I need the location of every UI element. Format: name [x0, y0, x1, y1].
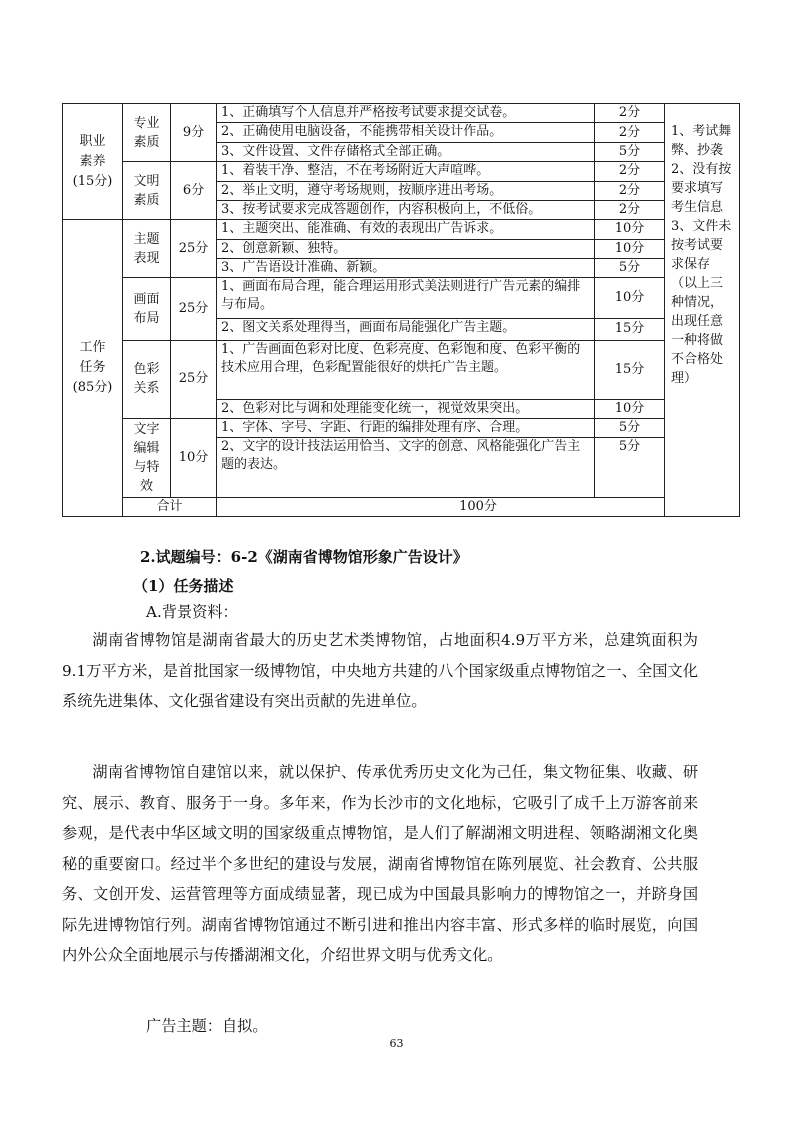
criterion-text: 1、字体、字号、字距、行距的编排处理有序、合理。 [217, 419, 595, 438]
criterion-score: 2分 [595, 123, 665, 142]
ad-theme: 广告主题：自拟。 [146, 1017, 268, 1035]
criterion-score: 5分 [595, 438, 665, 497]
subcategory-name: 画面 布局 [123, 278, 171, 340]
criterion-text: 2、色彩对比与调和处理能变化统一，视觉效果突出。 [217, 399, 595, 418]
background-label: A.背景资料： [146, 603, 238, 621]
section-title: 2.试题编号：6-2《湖南省博物馆形象广告设计》 [140, 548, 468, 566]
subcategory-name: 主题 表现 [123, 220, 171, 278]
subsection-title: （1）任务描述 [133, 577, 234, 595]
paragraph-history: 湖南省博物馆自建馆以来，就以保护、传承优秀历史文化为己任，集文物征集、收藏、研究、展示、教育、服务于一身。多年来，作为长沙市的文化地标，它吸引了成千上万游客前来参观，是代表中华区域文明的国家级重点博物馆，是人们了解湖湘文明进程、领略湖湘文化奥秘的重要窗口。经过半个多世纪的建设与发展，湖南省博物馆在陈列展览、社会教育、公共服务、文创开发、运营管理等方面成绩显著，现已成为中国最具影响力的博物馆之一，并跻身国际先进博物馆行列。湖南省博物馆通过不断引进和推出内容丰富、形式多样的临时展览，向国内外公众全面地展示与传播湖湘文化，介绍世界文明与优秀文化。 [62, 763, 698, 964]
disqualification-note: 1、考试舞弊、抄袭 2、没有按要求填写考生信息 3、文件未按考试要求保存 （以上三种情况，出现任意一种将做不合格处理） [665, 104, 740, 517]
subcategory-score: 6分 [171, 162, 217, 220]
criterion-score: 2分 [595, 200, 665, 219]
criterion-text: 2、创意新颖、独特。 [217, 239, 595, 258]
subcategory-score: 9分 [171, 104, 217, 162]
subcategory-score: 25分 [171, 340, 217, 419]
criterion-score: 2分 [595, 162, 665, 181]
criterion-text: 2、举止文明，遵守考场规则，按顺序进出考场。 [217, 181, 595, 200]
criterion-text: 1、广告画面色彩对比度、色彩亮度、色彩饱和度、色彩平衡的技术应用合理，色彩配置能很好的烘托广告主题。 [217, 340, 595, 399]
criterion-text: 2、正确使用电脑设备，不能携带相关设计作品。 [217, 123, 595, 142]
total-value: 100分 [217, 497, 740, 516]
criterion-score: 10分 [595, 220, 665, 239]
scoring-table [62, 103, 740, 517]
subcategory-name: 文字 编辑 与特 效 [123, 419, 171, 498]
page-number: 63 [389, 1037, 404, 1050]
subcategory-score: 25分 [171, 220, 217, 278]
criterion-score: 5分 [595, 259, 665, 278]
criterion-text: 1、正确填写个人信息并严格按考试要求提交试卷。 [217, 104, 595, 123]
subcategory-name: 文明 素质 [123, 162, 171, 220]
criterion-text: 3、广告语设计准确、新颖。 [217, 259, 595, 278]
category-professional-literacy: 职业 素养 (15分) [63, 104, 123, 220]
total-label: 合计 [123, 497, 217, 516]
criterion-score: 10分 [595, 399, 665, 418]
criterion-text: 1、画面布局合理，能合理运用形式美法则进行广告元素的编排与布局。 [217, 278, 595, 319]
criterion-text: 1、主题突出、能准确、有效的表现出广告诉求。 [217, 220, 595, 239]
criterion-score: 2分 [595, 104, 665, 123]
criterion-text: 2、文字的设计技法运用恰当、文字的创意、风格能强化广告主题的表达。 [217, 438, 595, 497]
criterion-score: 10分 [595, 239, 665, 258]
criterion-score: 2分 [595, 181, 665, 200]
criterion-score: 5分 [595, 142, 665, 161]
paragraph-intro: 湖南省博物馆是湖南省最大的历史艺术类博物馆，占地面积4.9万平方米，总建筑面积为9.1万平方米，是首批国家一级博物馆，中央地方共建的八个国家级重点博物馆之一、全国文化系统先进集体、文化强省建设有突出贡献的先进单位。 [62, 631, 698, 710]
subcategory-score: 25分 [171, 278, 217, 340]
subcategory-name: 色彩 关系 [123, 340, 171, 419]
subcategory-name: 专业 素质 [123, 104, 171, 162]
criterion-text: 3、按考试要求完成答题创作，内容积极向上，不低俗。 [217, 200, 595, 219]
criterion-text: 3、文件设置、文件存储格式全部正确。 [217, 142, 595, 161]
criterion-score: 10分 [595, 278, 665, 319]
criterion-score: 5分 [595, 419, 665, 438]
subcategory-score: 10分 [171, 419, 217, 498]
criterion-score: 15分 [595, 340, 665, 399]
category-work-task: 工作 任务 (85分) [63, 220, 123, 517]
criterion-text: 1、着装干净、整洁，不在考场附近大声喧哗。 [217, 162, 595, 181]
criterion-text: 2、图文关系处理得当，画面布局能强化广告主题。 [217, 319, 595, 340]
criterion-score: 15分 [595, 319, 665, 340]
